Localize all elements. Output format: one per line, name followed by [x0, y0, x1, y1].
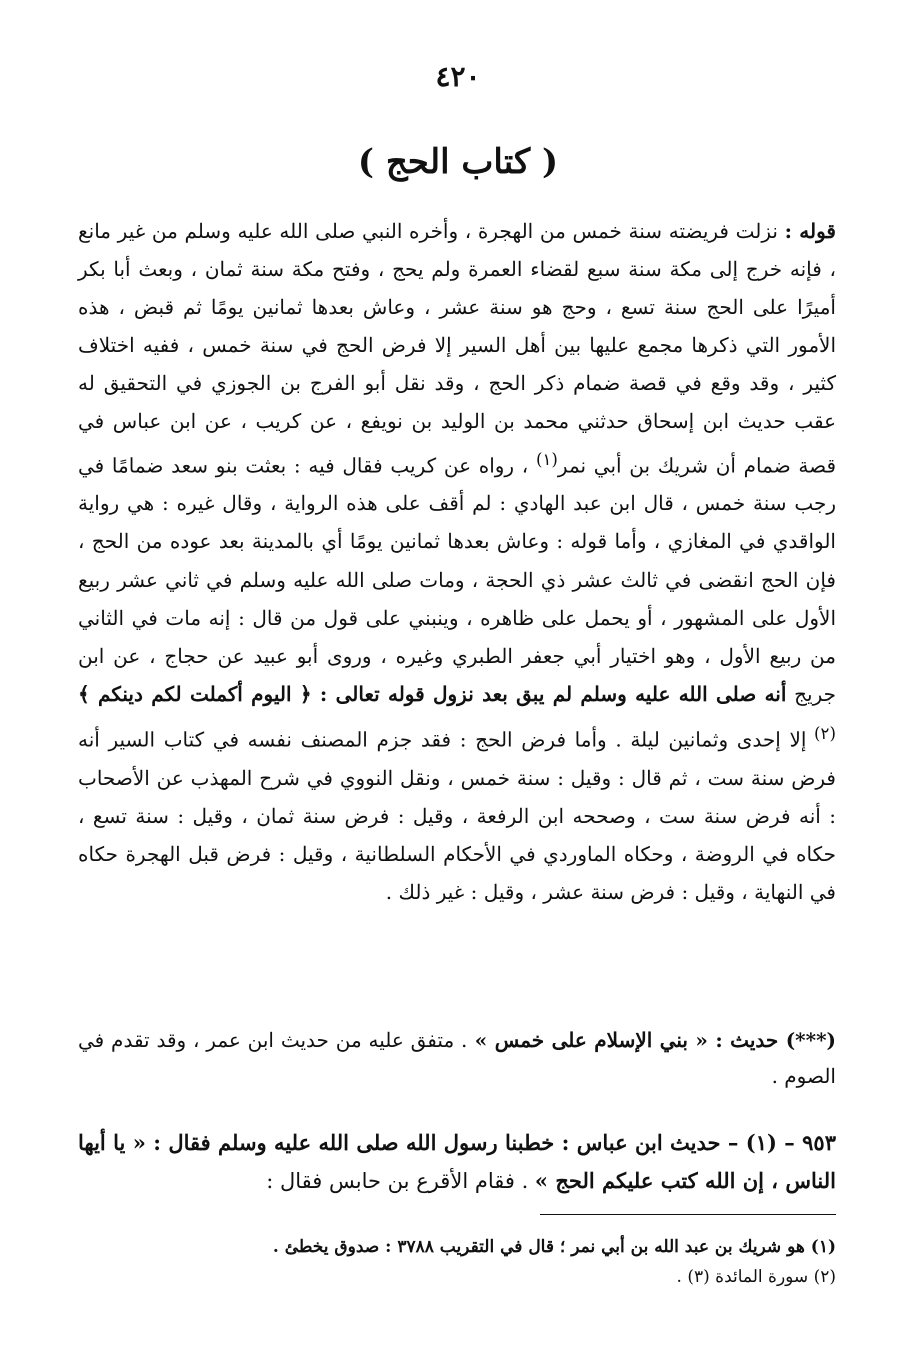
hadith-note: . متفق عليه من حديث ابن عمر ، وقد تقدم في الصوم . — [78, 1028, 836, 1088]
commentary-paragraph — [78, 212, 836, 911]
hadith-unnumbered — [78, 1022, 836, 1094]
commentary-text-2: ، رواه عن كريب فقال فيه : بعثت بنو سعد ضمامًا في رجب سنة خمس ، قال ابن عبد الهادي : لم أقف على هذه الرواية ، وقال غيره : هي رواية الواقدي في المغازي ، وأما قوله : وعاش بعدها ثمانين يومًا أي بالمدينة بعد عوده من الحج ، فإن الحج انقضى في ثالث عشر ذي الحجة ، ومات صلى الله عليه وسلم في ثاني عشر ربيع الأول على المشهور ، أو يحمل على ظاهره ، وينبني على قول من قال : إنه مات في الثاني من ربيع الأول ، وهو اختيار أبي جعفر الطبري وغيره ، وروى أبو عبيد عن حجاج ، عن ابن جريج — [78, 453, 836, 706]
footnote-1: (١) هو شريك بن عبد الله بن أبي نمر ؛ قال في التقريب ٣٧٨٨ : صدوق يخطئ . — [272, 1237, 836, 1257]
footnote-ref-2: (٢) — [806, 723, 836, 743]
lead-word: قوله : — [784, 219, 836, 243]
commentary-text-1: نزلت فريضته سنة خمس من الهجرة ، وأخره النبي صلى الله عليه وسلم من غير مانع ، فإنه خرج إلى مكة سنة سبع لقضاء العمرة ولم يحج ، وفتح مكة سنة ثمان ، وبعث أبا بكر أميرًا على الحج سنة تسع ، وحج هو سنة عشر ، وعاش بعدها ثمانين يومًا ثم قبض ، هذه الأمور التي ذكرها مجمع عليها بين أهل السير إلا فرض الحج في سنة خمس ، ففيه اختلاف كثير ، وقد وقع في قصة ضمام ذكر الحج ، وقد نقل أبو الفرج بن الجوزي في التحقيق له عقب حديث ابن إسحاق حدثني محمد بن الوليد بن نويفع ، عن كريب ، عن ابن عباس في قصة ضمام أن شريك بن أبي نمر — [78, 219, 837, 478]
hadith-marker: (***) — [785, 1028, 836, 1052]
footnotes — [78, 1232, 836, 1292]
commentary-bold-quote: أنه صلى الله عليه وسلم لم يبق بعد نزول قوله تعالى : ﴿ اليوم أكملت لكم دينكم ﴾ — [78, 681, 787, 706]
footnote-ref-1: (١) — [535, 449, 558, 469]
hadith-953-heading: ٩٥٣ – (١) – حديث ابن عباس : خطبنا رسول الله صلى الله عليه وسلم فقال : « يا أيها الناس ، إن الله كتب عليكم الحج » — [78, 1130, 836, 1193]
page-number: ٤٢٠ — [435, 60, 481, 93]
hadith-953-text: . فقام الأقرع بن حابس فقال : — [266, 1169, 535, 1193]
footnote-2: (٢) سورة المائدة (٣) . — [676, 1267, 836, 1287]
hadith-953 — [78, 1124, 836, 1200]
hadith-title: حديث : « بني الإسلام على خمس » — [467, 1028, 786, 1052]
chapter-title: ( كتاب الحج ) — [357, 142, 559, 182]
commentary-text-3: إلا إحدى وثمانين ليلة . وأما فرض الحج : فقد جزم المصنف نفسه في كتاب السير أنه فرض سنة ست ، ثم قال : وقيل : سنة خمس ، ونقل النووي في شرح المهذب عن الأصحاب : أنه فرض سنة ست ، وصححه ابن الرفعة ، وقيل : فرض سنة ثمان ، وقيل : سنة تسع ، حكاه في الروضة ، وحكاه الماوردي في الأحكام السلطانية ، وقيل : فرض قبل الهجرة حكاه في النهاية ، وقيل : فرض سنة عشر ، وقيل : غير ذلك . — [78, 727, 836, 904]
footnote-divider — [540, 1214, 836, 1215]
